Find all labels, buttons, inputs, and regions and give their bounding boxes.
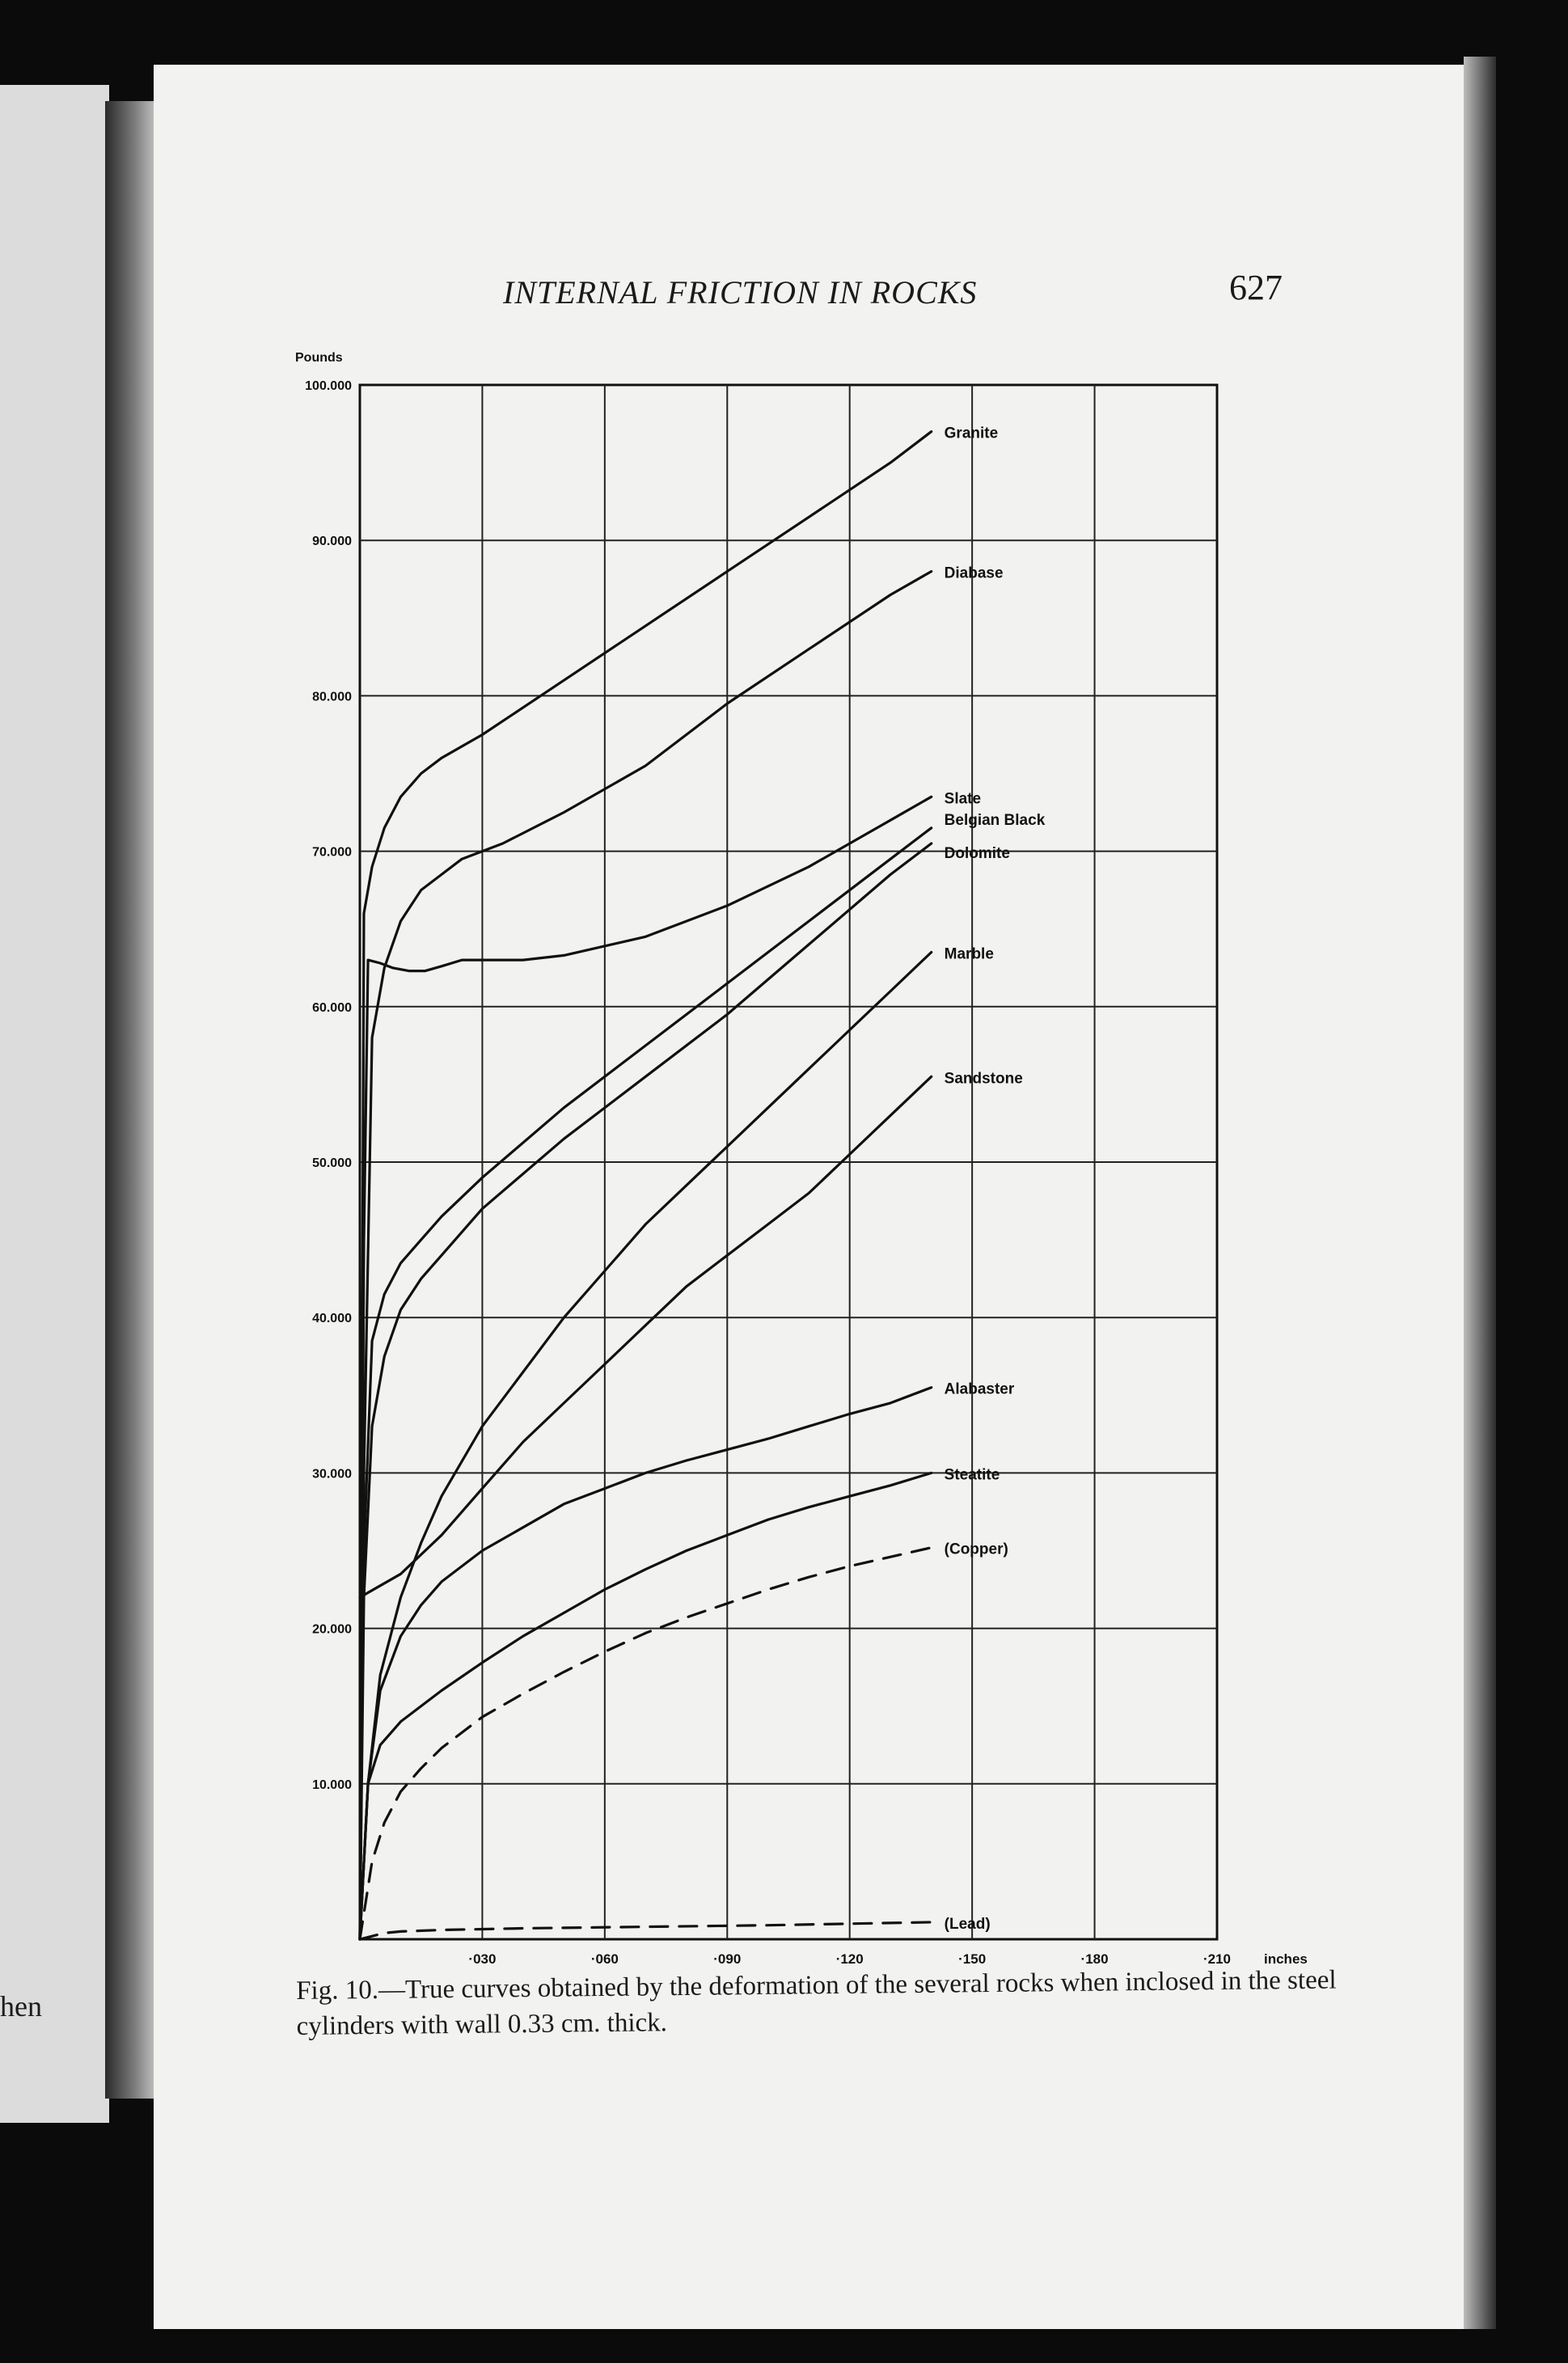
chart-labels (305, 379, 1308, 1967)
chart-series (360, 432, 932, 1939)
series-line-slate (360, 797, 932, 1939)
y-tick-label: 30.000 (312, 1467, 352, 1482)
figure-caption: Fig. 10.—True curves obtained by the deformation of the several rocks when inclosed in the steel cylinders with wall 0.33 cm. thick. (296, 1965, 1337, 2041)
y-tick-label: 10.000 (312, 1778, 352, 1792)
y-tick-label: 80.000 (312, 690, 352, 704)
left-page-text: hen (0, 1990, 42, 2023)
running-head: INTERNAL FRICTION IN ROCKS (503, 274, 978, 311)
series-label-slate: Slate (944, 790, 982, 808)
series-label-diabase: Diabase (944, 564, 1004, 582)
series-label-belgian-black: Belgian Black (944, 811, 1046, 829)
x-tick-label: ·090 (713, 1951, 742, 1967)
series-line-steatite (360, 1473, 932, 1939)
series-line-dolomite (360, 843, 932, 1939)
series-line-sandstone (360, 1076, 932, 1597)
series-line-belgian-black (360, 828, 932, 1939)
x-tick-label: ·180 (1080, 1951, 1109, 1967)
page-number: 627 (1229, 268, 1283, 307)
x-tick-label: ·210 (1202, 1951, 1232, 1967)
series-line-copper (360, 1548, 932, 1939)
y-tick-label: 20.000 (312, 1622, 352, 1637)
x-tick-label: ·030 (468, 1951, 497, 1967)
x-tick-label: ·150 (958, 1951, 987, 1967)
series-line-lead (360, 1922, 932, 1939)
series-line-marble (360, 953, 932, 1940)
y-tick-label: 100.000 (305, 379, 352, 393)
series-label-dolomite: Dolomite (944, 844, 1010, 862)
series-label-alabaster: Alabaster (944, 1380, 1015, 1398)
y-tick-label: 70.000 (312, 845, 352, 860)
series-line-alabaster (360, 1388, 932, 1939)
series-label-granite: Granite (944, 425, 999, 442)
y-tick-label: 90.000 (312, 535, 352, 549)
series-line-granite (360, 432, 932, 1939)
y-axis-unit-label: Pounds (295, 351, 343, 365)
series-label-steatite: Steatite (944, 1466, 1000, 1484)
x-axis-unit-label: inches (1264, 1951, 1308, 1967)
x-tick-label: ·060 (590, 1951, 619, 1967)
series-label-marble: Marble (944, 945, 994, 963)
series-label-lead: (Lead) (944, 1915, 991, 1933)
series-label-copper: (Copper) (944, 1541, 1008, 1558)
x-tick-label: ·120 (835, 1951, 864, 1967)
series-line-diabase (360, 572, 932, 1939)
series-label-sandstone: Sandstone (944, 1070, 1023, 1088)
chart-grid (360, 385, 1217, 1939)
y-tick-label: 50.000 (312, 1156, 352, 1170)
y-tick-label: 40.000 (312, 1312, 352, 1326)
y-tick-label: 60.000 (312, 1000, 352, 1015)
